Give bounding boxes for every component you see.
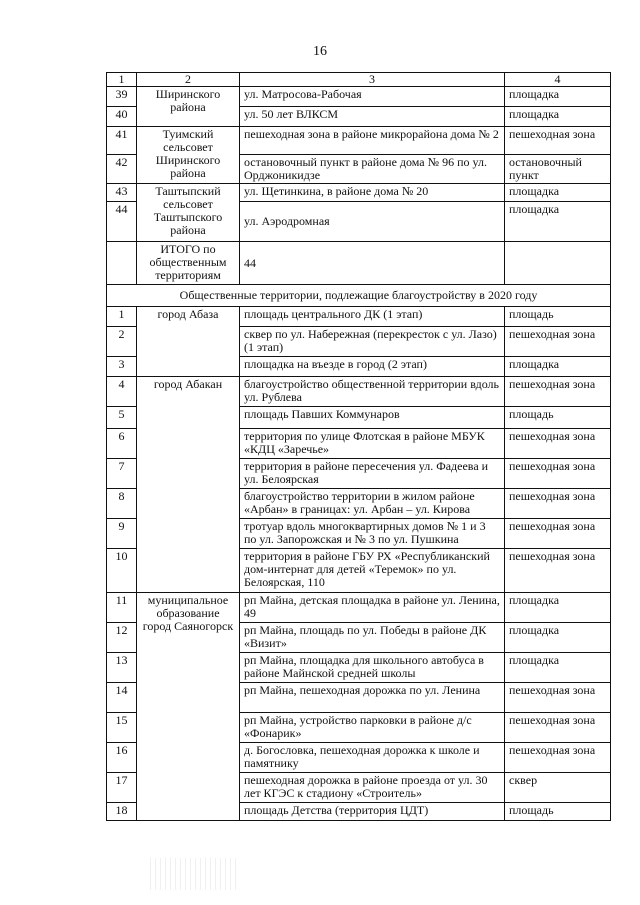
territory-type: площадка: [505, 357, 611, 377]
header-col-2: 2: [137, 73, 240, 87]
territory-address: тротуар вдоль многоквартирных домов № 1 и 3 по ул. Запорожская и № 3 по ул. Пушкина: [240, 519, 505, 549]
table-row: [107, 127, 611, 155]
territory-type: пешеходная зона: [505, 549, 611, 593]
territory-address: ул. Аэродромная: [240, 202, 505, 242]
territory-type: площадка: [505, 184, 611, 202]
row-number: 3: [107, 357, 137, 377]
territory-type: площадка: [505, 653, 611, 683]
territory-address: ул. 50 лет ВЛКСМ: [240, 107, 505, 127]
table-row: [107, 307, 611, 327]
header-col-3: 3: [240, 73, 505, 87]
territory-type: пешеходная зона: [505, 713, 611, 743]
territory-type: площадь: [505, 803, 611, 821]
table-row: [107, 593, 611, 623]
territory-address: территория в районе ГБУ РХ «Республиканский дом-интернат для детей «Теремок» по ул. Белоярская, 110: [240, 549, 505, 593]
territory-type: пешеходная зона: [505, 377, 611, 407]
territory-address: остановочный пункт в районе дома № 96 по ул. Орджоникидзе: [240, 155, 505, 184]
territory-type: сквер: [505, 773, 611, 803]
row-number: 2: [107, 327, 137, 357]
total-row: [107, 242, 611, 285]
territory-address: площадь центрального ДК (1 этап): [240, 307, 505, 327]
row-number: 8: [107, 489, 137, 519]
territory-address: рп Майна, площадь по ул. Победы в районе ДК «Визит»: [240, 623, 505, 653]
territory-type: площадь: [505, 407, 611, 429]
row-number: 13: [107, 653, 137, 683]
territory-type: остановочный пункт: [505, 155, 611, 184]
territory-address: рп Майна, пешеходная дорожка по ул. Ленина: [240, 683, 505, 713]
territory-type: пешеходная зона: [505, 489, 611, 519]
row-number: 12: [107, 623, 137, 653]
row-number: 1: [107, 307, 137, 327]
section-title: Общественные территории, подлежащие благоустройству в 2020 году: [107, 285, 611, 307]
territory-address: рп Майна, детская площадка в районе ул. Ленина, 49: [240, 593, 505, 623]
territory-name: город Абакан: [137, 377, 240, 593]
territory-type: пешеходная зона: [505, 743, 611, 773]
row-number: 18: [107, 803, 137, 821]
territory-name: муниципальное образование город Саяногорск: [137, 593, 240, 821]
territory-address: территория по улице Флотская в районе МБУК «КДЦ «Заречье»: [240, 429, 505, 459]
territory-address: площадь Павших Коммунаров: [240, 407, 505, 429]
row-number: 15: [107, 713, 137, 743]
table-row: [107, 184, 611, 202]
territories-table: [106, 72, 611, 821]
row-number: 4: [107, 377, 137, 407]
territory-type: площадка: [505, 593, 611, 623]
territory-name: Туимский сельсовет Ширинского района: [137, 127, 240, 184]
territory-type: площадка: [505, 202, 611, 242]
section-row: [107, 285, 611, 307]
table-row: [107, 87, 611, 107]
header-col-1: 1: [107, 73, 137, 87]
territory-address: ул. Щетинкина, в районе дома № 20: [240, 184, 505, 202]
territory-name: город Абаза: [137, 307, 240, 377]
territory-address: рп Майна, площадка для школьного автобуса в районе Майнской средней школы: [240, 653, 505, 683]
territory-type: площадь: [505, 307, 611, 327]
territory-type: пешеходная зона: [505, 429, 611, 459]
territory-address: рп Майна, устройство парковки в районе д/с «Фонарик»: [240, 713, 505, 743]
territory-type: пешеходная зона: [505, 683, 611, 713]
territory-name: Таштыпский сельсовет Таштыпского района: [137, 184, 240, 242]
territory-type: пешеходная зона: [505, 327, 611, 357]
territory-address: площадь Детства (территория ЦДТ): [240, 803, 505, 821]
total-value: 44: [240, 242, 505, 285]
header-row: [107, 73, 611, 87]
table-row: [107, 377, 611, 407]
total-label: ИТОГО по общественным территориям: [137, 242, 240, 285]
row-number: 41: [107, 127, 137, 155]
empty-cell: [505, 242, 611, 285]
territory-address: ул. Матросова-Рабочая: [240, 87, 505, 107]
page-number: 16: [313, 44, 327, 59]
territory-type: площадка: [505, 107, 611, 127]
territory-address: благоустройство территории в жилом районе «Арбан» в границах: ул. Арбан – ул. Кирова: [240, 489, 505, 519]
territory-type: пешеходная зона: [505, 519, 611, 549]
row-number: 11: [107, 593, 137, 623]
row-number: 7: [107, 459, 137, 489]
row-number: 14: [107, 683, 137, 713]
territory-address: благоустройство общественной территории вдоль ул. Рублева: [240, 377, 505, 407]
row-number: 42: [107, 155, 137, 184]
header-col-4: 4: [505, 73, 611, 87]
row-number: 5: [107, 407, 137, 429]
territory-address: пешеходная дорожка в районе проезда от ул. 30 лет КГЭС к стадиону «Строитель»: [240, 773, 505, 803]
territory-type: площадка: [505, 623, 611, 653]
row-number: 16: [107, 743, 137, 773]
row-number: 44: [107, 202, 137, 242]
territory-address: площадка на въезде в город (2 этап): [240, 357, 505, 377]
territory-address: пешеходная зона в районе микрорайона дома № 2: [240, 127, 505, 155]
row-number: 43: [107, 184, 137, 202]
row-number: 17: [107, 773, 137, 803]
row-number: 10: [107, 549, 137, 593]
row-number: 6: [107, 429, 137, 459]
territory-address: сквер по ул. Набережная (перекресток с ул. Лазо) (1 этап): [240, 327, 505, 357]
territory-address: д. Богословка, пешеходная дорожка к школе и памятнику: [240, 743, 505, 773]
territory-type: пешеходная зона: [505, 127, 611, 155]
empty-cell: [107, 242, 137, 285]
scan-artifact: [150, 858, 240, 890]
row-number: 39: [107, 87, 137, 107]
row-number: 40: [107, 107, 137, 127]
territory-type: площадка: [505, 87, 611, 107]
territory-name: Ширинского района: [137, 87, 240, 127]
territory-type: пешеходная зона: [505, 459, 611, 489]
row-number: 9: [107, 519, 137, 549]
territory-address: территория в районе пересечения ул. Фадеева и ул. Белоярская: [240, 459, 505, 489]
